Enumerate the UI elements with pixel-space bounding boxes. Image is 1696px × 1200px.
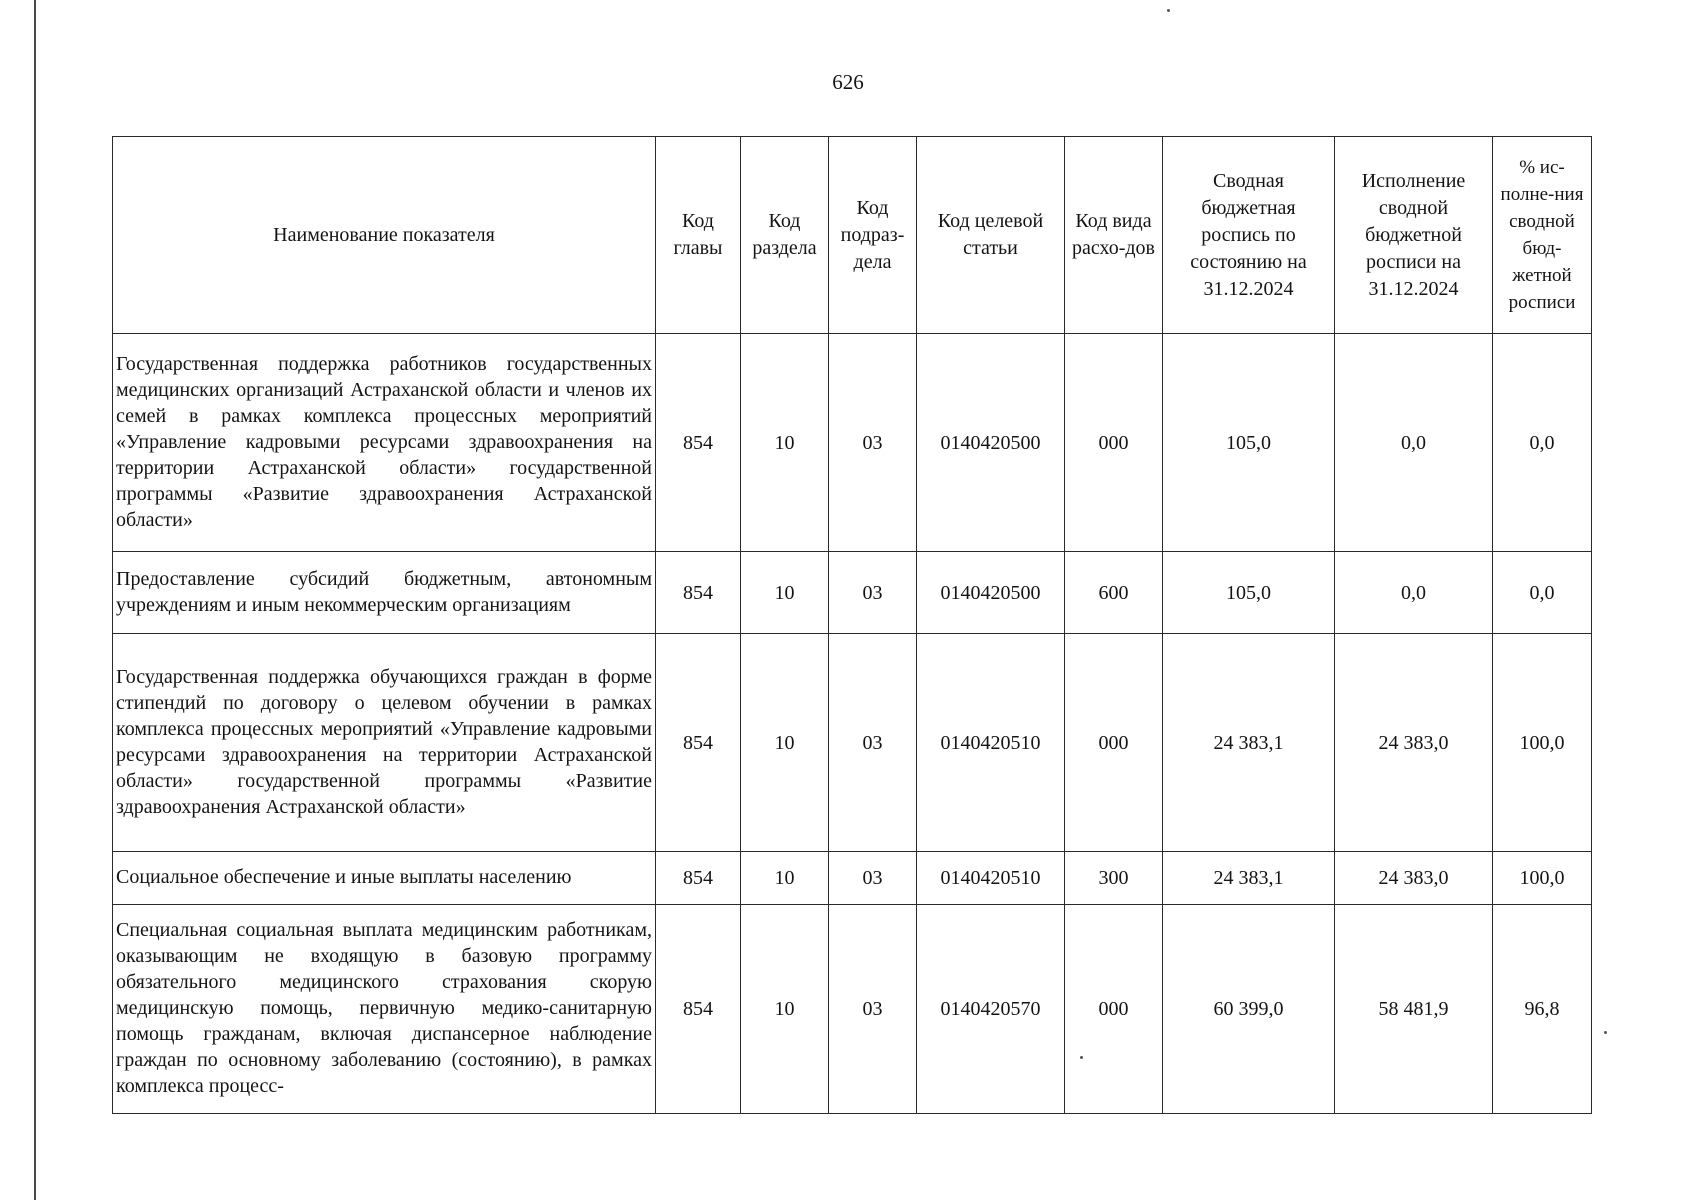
indicator-name: Социальное обеспечение и иные выплаты населению xyxy=(113,852,656,905)
execution-value: 24 383,0 xyxy=(1335,852,1493,905)
scan-speck xyxy=(1604,1031,1607,1034)
expense-type-code: 300 xyxy=(1065,852,1163,905)
header-budget-execution: Исполнение сводной бюджетной росписи на 31.12.2024 xyxy=(1335,137,1493,334)
table-row xyxy=(113,552,1592,634)
target-article-code: 0140420570 xyxy=(917,905,1065,1114)
page-left-border xyxy=(34,0,36,1200)
budget-list-value: 24 383,1 xyxy=(1163,852,1335,905)
header-subsection-code: Код подраз-дела xyxy=(829,137,917,334)
budget-list-value: 24 383,1 xyxy=(1163,634,1335,852)
subsection-code: 03 xyxy=(829,905,917,1114)
execution-percent: 0,0 xyxy=(1493,334,1592,552)
header-execution-percent: % ис-полне-ния сводной бюд-жетной росписи xyxy=(1493,137,1592,334)
section-code: 10 xyxy=(741,334,829,552)
chapter-code: 854 xyxy=(656,552,741,634)
execution-value: 0,0 xyxy=(1335,552,1493,634)
target-article-code: 0140420510 xyxy=(917,634,1065,852)
execution-value: 58 481,9 xyxy=(1335,905,1493,1114)
chapter-code: 854 xyxy=(656,852,741,905)
table-row xyxy=(113,905,1592,1114)
section-code: 10 xyxy=(741,852,829,905)
execution-percent: 96,8 xyxy=(1493,905,1592,1114)
page-number: 626 xyxy=(832,70,864,94)
header-expense-type-code: Код вида расхо-дов xyxy=(1065,137,1163,334)
subsection-code: 03 xyxy=(829,552,917,634)
chapter-code: 854 xyxy=(656,634,741,852)
execution-percent: 100,0 xyxy=(1493,634,1592,852)
header-budget-list: Сводная бюджетная роспись по состоянию на 31.12.2024 xyxy=(1163,137,1335,334)
scan-speck xyxy=(1167,9,1170,12)
header-chapter-code: Код главы xyxy=(656,137,741,334)
chapter-code: 854 xyxy=(656,905,741,1114)
section-code: 10 xyxy=(741,905,829,1114)
table-row xyxy=(113,634,1592,852)
header-target-article-code: Код целевой статьи xyxy=(917,137,1065,334)
budget-list-value: 60 399,0 xyxy=(1163,905,1335,1114)
execution-percent: 100,0 xyxy=(1493,852,1592,905)
expense-type-code: 000 xyxy=(1065,634,1163,852)
indicator-name: Предоставление субсидий бюджетным, автономным учреждениям и иным некоммерческим организациям xyxy=(113,552,656,634)
indicator-name: Государственная поддержка работников государственных медицинских организаций Астраханской области и членов их семей в рамках комплекса процессных мероприятий «Управление кадровыми ресурсами здравоохранения на территории Астраханской области» государственной программы «Развитие здравоохранения Астраханской области» xyxy=(113,334,656,552)
budget-execution-table xyxy=(112,136,1592,1114)
table-header-row xyxy=(113,137,1592,334)
section-code: 10 xyxy=(741,634,829,852)
execution-value: 0,0 xyxy=(1335,334,1493,552)
subsection-code: 03 xyxy=(829,334,917,552)
section-code: 10 xyxy=(741,552,829,634)
indicator-name: Государственная поддержка обучающихся граждан в форме стипендий по договору о целевом обучении в рамках комплекса процессных мероприятий «Управление кадровыми ресурсами здравоохранения на территории Астраханской области» государственной программы «Развитие здравоохранения Астраханской области» xyxy=(113,634,656,852)
indicator-name: Специальная социальная выплата медицинским работникам, оказывающим не входящую в базовую программу обязательного медицинского страхования скорую медицинскую помощь, первичную медико-санитарную помощь гражданам, включая диспансерное наблюдение граждан по основному заболеванию (состоянию), в рамках комплекса процесс- xyxy=(113,905,656,1114)
target-article-code: 0140420500 xyxy=(917,334,1065,552)
header-indicator-name: Наименование показателя xyxy=(113,137,656,334)
target-article-code: 0140420510 xyxy=(917,852,1065,905)
execution-percent: 0,0 xyxy=(1493,552,1592,634)
budget-list-value: 105,0 xyxy=(1163,552,1335,634)
subsection-code: 03 xyxy=(829,634,917,852)
expense-type-code: 600 xyxy=(1065,552,1163,634)
header-section-code: Код раздела xyxy=(741,137,829,334)
table-row xyxy=(113,334,1592,552)
budget-list-value: 105,0 xyxy=(1163,334,1335,552)
expense-type-code: 000 xyxy=(1065,334,1163,552)
target-article-code: 0140420500 xyxy=(917,552,1065,634)
expense-type-code: 000 xyxy=(1065,905,1163,1114)
execution-value: 24 383,0 xyxy=(1335,634,1493,852)
chapter-code: 854 xyxy=(656,334,741,552)
table-row xyxy=(113,852,1592,905)
subsection-code: 03 xyxy=(829,852,917,905)
